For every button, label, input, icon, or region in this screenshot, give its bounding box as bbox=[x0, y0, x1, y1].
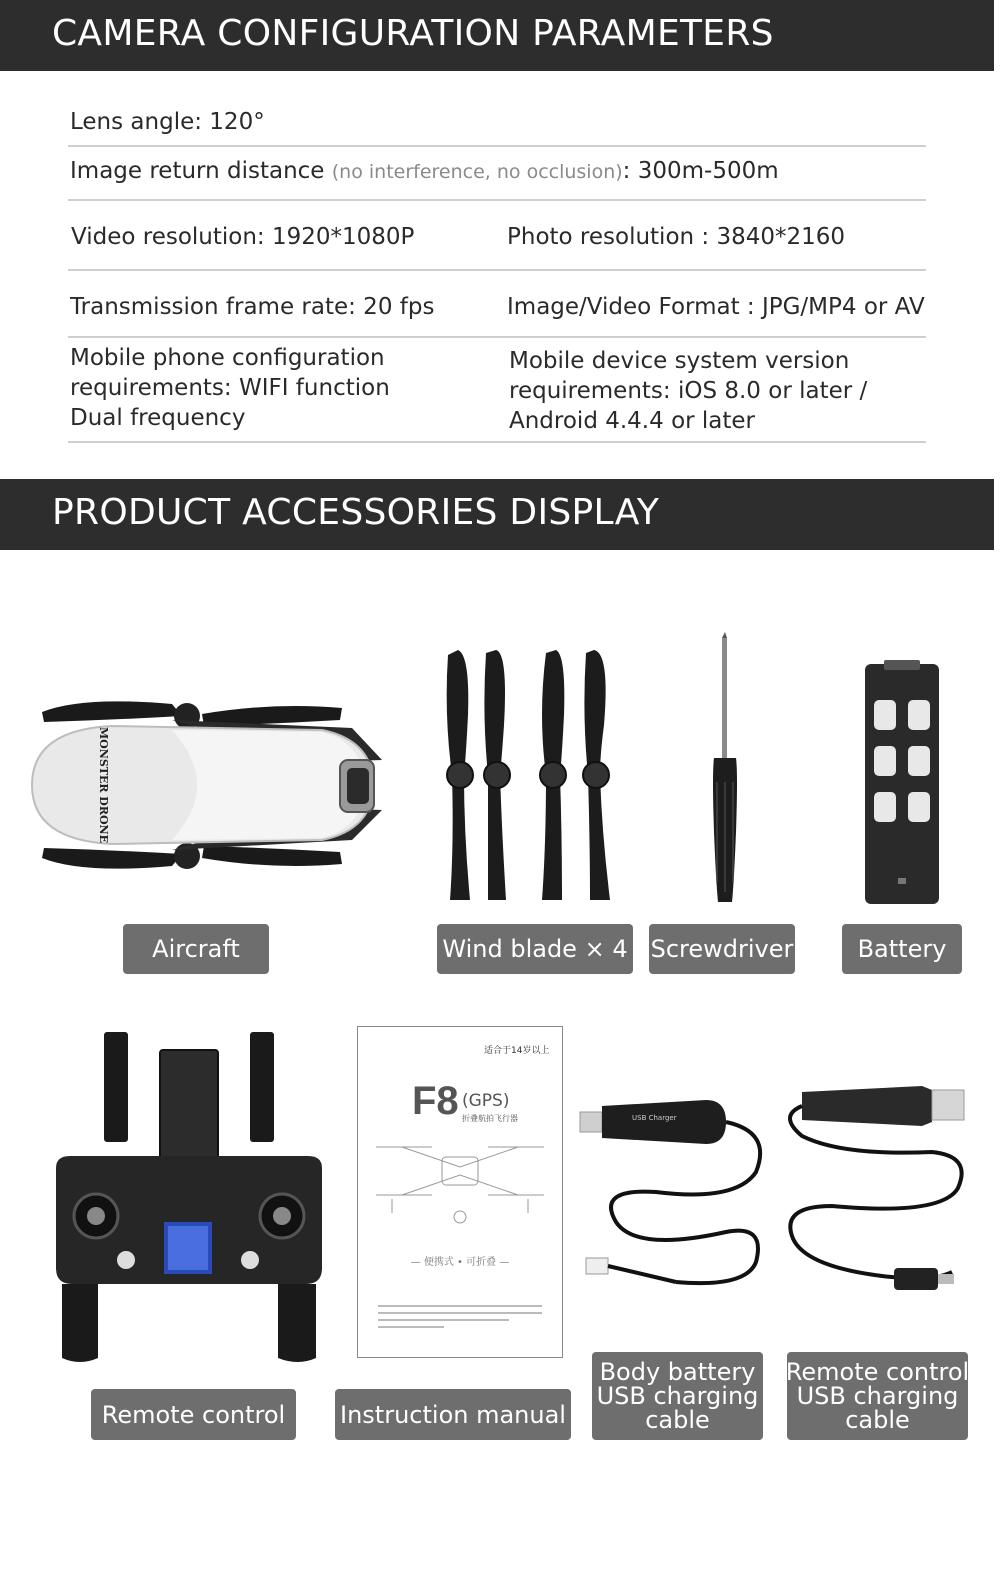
screwdriver-image bbox=[700, 632, 750, 910]
propellers-image bbox=[430, 645, 630, 905]
manual-age-note: 适合于14岁以上 bbox=[484, 1046, 550, 1056]
spec-image-return bbox=[70, 156, 779, 187]
body-cable-label-line: cable bbox=[645, 1406, 710, 1434]
body-cable-label bbox=[592, 1352, 763, 1440]
spec-lens-angle: Lens angle: 120° bbox=[70, 109, 265, 135]
instruction-manual-image bbox=[357, 1026, 563, 1358]
camera-section-title: CAMERA CONFIGURATION PARAMETERS bbox=[52, 13, 774, 54]
remote-cable-label-line: Remote control bbox=[785, 1358, 970, 1386]
manual-gps: (GPS) bbox=[462, 1091, 510, 1111]
divider bbox=[68, 145, 926, 147]
manual-subtitle: 折叠航拍飞行器 bbox=[462, 1114, 518, 1123]
spec-mobile-config-line: Mobile phone configuration bbox=[70, 345, 385, 371]
divider bbox=[68, 199, 926, 201]
aircraft-label: Aircraft bbox=[123, 924, 269, 974]
spec-photo-resolution: Photo resolution : 3840*2160 bbox=[507, 224, 846, 250]
divider bbox=[68, 269, 926, 271]
remote-usb-cable-image bbox=[782, 1076, 972, 1302]
spec-mobile-config-line: Dual frequency bbox=[70, 405, 246, 431]
aircraft-image bbox=[22, 690, 392, 890]
wind-blade-label: Wind blade × 4 bbox=[437, 924, 633, 974]
spec-image-return-note: (no interference, no occlusion) bbox=[331, 161, 623, 183]
manual-model: F8 bbox=[412, 1079, 459, 1123]
divider bbox=[68, 441, 926, 443]
divider bbox=[68, 336, 926, 338]
spec-mobile-config bbox=[70, 343, 390, 433]
spec-mobile-system-line: requirements: iOS 8.0 or later / bbox=[509, 378, 868, 404]
body-usb-cable-image bbox=[576, 1092, 772, 1292]
spec-mobile-system bbox=[509, 346, 867, 436]
spec-mobile-system-line: Android 4.4.4 or later bbox=[509, 408, 756, 434]
battery-image bbox=[862, 660, 942, 908]
manual-tagline: — 便携式 • 可折叠 — bbox=[410, 1257, 510, 1268]
spec-image-return-label: Image return distance bbox=[70, 158, 332, 184]
remote-control-label: Remote control bbox=[91, 1389, 296, 1440]
spec-mobile-system-line: Mobile device system version bbox=[509, 348, 850, 374]
charger-label: USB Charger bbox=[632, 1114, 677, 1122]
body-cable-label-line: USB charging bbox=[596, 1382, 759, 1410]
instruction-manual-label: Instruction manual bbox=[335, 1389, 571, 1440]
manual-fine-print bbox=[378, 1305, 542, 1333]
spec-format: Image/Video Format : JPG/MP4 or AV bbox=[507, 294, 925, 320]
spec-mobile-config-line: requirements: WIFI function bbox=[70, 375, 390, 401]
accessories-section-title: PRODUCT ACCESSORIES DISPLAY bbox=[52, 492, 660, 533]
accessories-section-banner bbox=[0, 479, 994, 550]
remote-cable-label-line: cable bbox=[845, 1406, 910, 1434]
spec-video-resolution: Video resolution: 1920*1080P bbox=[71, 224, 415, 250]
screwdriver-label: Screwdriver bbox=[649, 924, 795, 974]
body-cable-label-line: Body battery bbox=[599, 1358, 756, 1386]
remote-cable-label bbox=[787, 1352, 968, 1440]
battery-label: Battery bbox=[842, 924, 962, 974]
drone-brand-mark: MONSTER DRONE bbox=[97, 727, 110, 843]
spec-frame-rate: Transmission frame rate: 20 fps bbox=[70, 294, 435, 320]
remote-cable-label-line: USB charging bbox=[796, 1382, 959, 1410]
remote-control-image bbox=[48, 1028, 328, 1368]
camera-section-banner bbox=[0, 0, 994, 71]
manual-drone-diagram bbox=[372, 1139, 548, 1235]
spec-image-return-value: : 300m-500m bbox=[622, 158, 779, 184]
